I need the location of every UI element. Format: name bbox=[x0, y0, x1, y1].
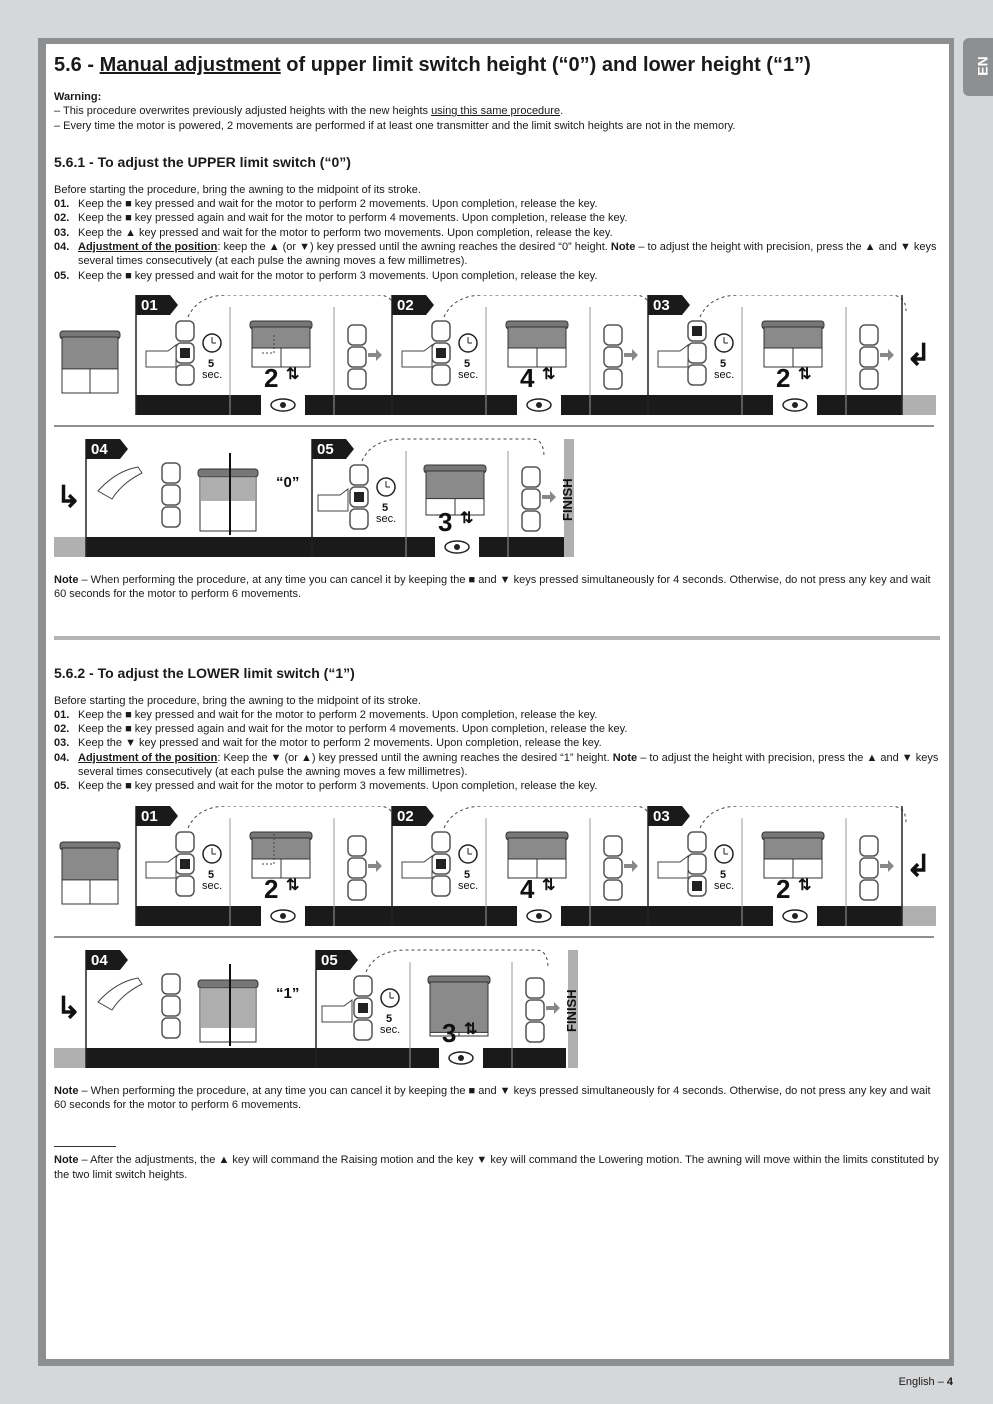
movement-arrows-icon: ⇅ bbox=[286, 365, 300, 383]
movement-count: 2 bbox=[264, 873, 279, 904]
movement-arrows-icon: ⇅ bbox=[286, 876, 300, 894]
dotted-arrow bbox=[444, 806, 650, 828]
diagram-lower bbox=[54, 806, 940, 1074]
movement-arrows-icon: ⇅ bbox=[798, 876, 812, 894]
eye-pupil bbox=[792, 402, 798, 408]
continue-arrow-icon: ↲ bbox=[906, 338, 932, 372]
step-text: Keep the ■ key pressed again and wait for the motor to perform 4 movements. Upon completion, release the key. bbox=[78, 212, 628, 225]
clock-icon bbox=[459, 334, 477, 352]
section-title-lower: 5.6.2 - To adjust the LOWER limit switch (“1”) bbox=[54, 664, 355, 681]
keypad-key bbox=[526, 978, 544, 998]
keypad-key bbox=[354, 976, 372, 996]
clock-icon bbox=[459, 845, 477, 863]
keypad-key bbox=[162, 463, 180, 483]
arrow-right-icon bbox=[624, 349, 638, 361]
footnote-divider bbox=[54, 1146, 116, 1147]
keypad-key bbox=[860, 880, 878, 900]
step-upper-05 bbox=[54, 269, 940, 283]
keypad-icon bbox=[432, 832, 450, 896]
step-label-05: 05 bbox=[317, 440, 334, 458]
step-label-01: 01 bbox=[141, 296, 158, 314]
arrow-right-icon bbox=[368, 349, 382, 361]
title-rest: of upper limit switch height (“0”) and lower height (“1”) bbox=[280, 54, 811, 76]
footnote-label: Note bbox=[54, 1154, 79, 1167]
warning-line-1-text: – This procedure overwrites previously adjusted heights with the new heights bbox=[54, 105, 432, 118]
step-text: Keep the ▼ key pressed and wait for the motor to perform 2 movements. Upon completion, release the key. bbox=[78, 737, 602, 750]
awning-fabric bbox=[426, 471, 484, 499]
procedure-diagram bbox=[54, 806, 940, 1074]
page-title bbox=[54, 51, 940, 79]
warning-line-2: – Every time the motor is powered, 2 movements are performed if at least one transmitter and the limit switch heights are not in the memory. bbox=[54, 119, 736, 132]
step-lower-01 bbox=[54, 708, 940, 722]
step4-note: Note bbox=[610, 241, 636, 254]
eye-pupil bbox=[536, 402, 542, 408]
seconds-unit: sec. bbox=[202, 368, 223, 381]
keypad-key bbox=[604, 347, 622, 367]
keypad-icon bbox=[354, 976, 372, 1040]
keypad-key bbox=[688, 854, 706, 874]
keypad-key bbox=[348, 836, 366, 856]
hand-icon bbox=[146, 856, 176, 878]
seconds-value: 5 bbox=[720, 868, 727, 881]
step4-bold: Adjustment of the position bbox=[78, 751, 218, 764]
step4-text-a: : Keep the ▼ (or ▲) key pressed until the awning reaches the desired “1” height. bbox=[217, 751, 613, 764]
keypad-key bbox=[162, 996, 180, 1016]
movement-count: 3 bbox=[438, 506, 453, 537]
row2-bar-start bbox=[54, 1048, 86, 1068]
movement-count: 2 bbox=[264, 362, 279, 393]
intro-lower: Before starting the procedure, bring the awning to the midpoint of its stroke. bbox=[54, 694, 421, 707]
keypad-key bbox=[348, 369, 366, 389]
pressed-key-icon bbox=[358, 1003, 368, 1013]
arrow-right-icon bbox=[368, 860, 382, 872]
step4-text-b: – to adjust the height with precision, press the ▲ and ▼ keys several times consecutively (at each pulse the awning moves a few millimetres). bbox=[78, 241, 937, 268]
keypad-key bbox=[604, 369, 622, 389]
step-lower-05 bbox=[54, 779, 940, 793]
step-text: Keep the ▲ key pressed and wait for the motor to perform two movements. Upon completion, release the key. bbox=[78, 226, 613, 239]
keypad-key bbox=[162, 974, 180, 994]
movement-count: 3 bbox=[442, 1017, 457, 1048]
arrow-right-icon bbox=[624, 860, 638, 872]
dotted-arrow bbox=[362, 439, 544, 461]
step4-text-b: – to adjust the height with precision, press the ▲ and ▼ keys several times consecutively (at each pulse the awning moves a few millimetres). bbox=[78, 751, 939, 779]
note-label: Note bbox=[54, 573, 79, 586]
seconds-value: 5 bbox=[464, 868, 471, 881]
keypad-key bbox=[526, 1000, 544, 1020]
keypad-key bbox=[604, 325, 622, 345]
awning-fabric bbox=[764, 838, 822, 859]
warning-underlined: using this same procedure bbox=[431, 105, 561, 118]
hand-icon bbox=[658, 345, 688, 367]
keypad-icon bbox=[350, 465, 368, 529]
movement-count: 4 bbox=[520, 362, 535, 393]
row2-bar-start bbox=[54, 537, 86, 557]
step-number: 04. bbox=[54, 751, 70, 764]
keypad-key bbox=[526, 1022, 544, 1042]
note-text: – When performing the procedure, at any time you can cancel it by keeping the ■ and ▼ keys pressed simultaneously for 4 seconds. Otherwise, do not press any key and wait 60 seconds for the motor to perform 6 movements. bbox=[54, 573, 931, 601]
keypad-key bbox=[162, 1018, 180, 1038]
keypad-key bbox=[162, 485, 180, 505]
step-number: 03. bbox=[54, 226, 70, 239]
movement-arrows-icon: ⇅ bbox=[798, 365, 812, 383]
step-text: Keep the ■ key pressed and wait for the motor to perform 3 movements. Upon completion, release the key. bbox=[78, 269, 598, 282]
awning-icon bbox=[424, 465, 486, 515]
movement-arrows-icon: ⇅ bbox=[464, 1020, 478, 1038]
keypad-key bbox=[604, 836, 622, 856]
keypad-key bbox=[176, 876, 194, 896]
content bbox=[54, 48, 940, 1182]
keypad-key bbox=[522, 489, 540, 509]
seconds-unit: sec. bbox=[376, 512, 397, 525]
keypad-key bbox=[604, 858, 622, 878]
eye-icon bbox=[517, 395, 561, 415]
arrow-right-icon bbox=[880, 349, 894, 361]
movement-count: 2 bbox=[776, 873, 791, 904]
keypad-key bbox=[688, 343, 706, 363]
step-label-03: 03 bbox=[653, 807, 670, 825]
keypad-key bbox=[176, 365, 194, 385]
step4-note: Note bbox=[612, 751, 638, 764]
keypad-key bbox=[348, 325, 366, 345]
finish-label: FINISH bbox=[560, 478, 575, 521]
note-label: Note bbox=[54, 1084, 79, 1097]
awning-fabric bbox=[62, 848, 118, 880]
footer-language: English – bbox=[898, 1376, 947, 1388]
title-prefix: 5.6 - bbox=[54, 54, 100, 76]
keypad-icon bbox=[688, 832, 706, 896]
keypad-key bbox=[162, 507, 180, 527]
keypad-key bbox=[432, 876, 450, 896]
height-label: “0” bbox=[276, 473, 300, 491]
awning-fabric bbox=[252, 327, 310, 348]
movement-count: 4 bbox=[520, 873, 535, 904]
seconds-unit: sec. bbox=[714, 368, 735, 381]
seconds-value: 5 bbox=[464, 357, 471, 370]
continue-arrow-icon: ↲ bbox=[906, 849, 932, 883]
keypad-key bbox=[350, 465, 368, 485]
arrow-right-icon bbox=[546, 1002, 560, 1014]
step-text: Keep the ■ key pressed and wait for the motor to perform 2 movements. Upon completion, release the key. bbox=[78, 198, 598, 211]
awning-fabric bbox=[62, 337, 118, 369]
seconds-unit: sec. bbox=[380, 1023, 401, 1036]
eye-icon bbox=[435, 537, 479, 557]
keypad-key bbox=[860, 347, 878, 367]
step-lower-03 bbox=[54, 736, 940, 750]
keypad-key bbox=[522, 467, 540, 487]
eye-pupil bbox=[280, 913, 286, 919]
step-lower-02 bbox=[54, 722, 940, 736]
language-tab-label: EN bbox=[974, 56, 991, 76]
roller bbox=[198, 980, 258, 988]
keypad-key bbox=[860, 836, 878, 856]
steps-upper bbox=[54, 183, 940, 283]
awning-icon bbox=[250, 832, 312, 878]
warning-heading: Warning: bbox=[54, 91, 102, 103]
step4-bold: Adjustment of the position bbox=[78, 241, 218, 254]
step-number: 01. bbox=[54, 198, 70, 211]
steps-lower bbox=[54, 694, 940, 794]
keypad-key bbox=[860, 369, 878, 389]
keypad-icon bbox=[432, 321, 450, 385]
eye-icon bbox=[773, 906, 817, 926]
note-upper bbox=[54, 573, 940, 602]
pressed-key-icon bbox=[436, 859, 446, 869]
keypad-result-icon bbox=[604, 836, 622, 900]
awning-fabric bbox=[200, 477, 256, 501]
step-number: 03. bbox=[54, 737, 70, 750]
keypad-key bbox=[348, 347, 366, 367]
row1-bar-end bbox=[902, 395, 936, 415]
seconds-value: 5 bbox=[382, 501, 389, 514]
keypad-key bbox=[348, 880, 366, 900]
keypad-key bbox=[688, 832, 706, 852]
start-awning-icon bbox=[60, 331, 120, 393]
hand-icon bbox=[402, 856, 432, 878]
movement-arrows-icon: ⇅ bbox=[542, 876, 556, 894]
footnote-text: – After the adjustments, the ▲ key will command the Raising motion and the key ▼ key will command the Lowering motion. The awning will move within the limits constituted by the two limit switch heights. bbox=[54, 1154, 939, 1181]
step-number: 05. bbox=[54, 780, 70, 793]
eye-icon bbox=[439, 1048, 483, 1068]
arrow-right-icon bbox=[880, 860, 894, 872]
step-label-04: 04 bbox=[91, 440, 108, 458]
step-label-05: 05 bbox=[321, 951, 338, 969]
step-upper-02 bbox=[54, 211, 940, 225]
hand-icon bbox=[98, 978, 142, 1010]
awning-icon bbox=[250, 321, 312, 367]
step4-text-a: : keep the ▲ (or ▼) key pressed until the awning reaches the desired “0” height. bbox=[217, 241, 611, 254]
hand-icon bbox=[402, 345, 432, 367]
hand-icon bbox=[318, 489, 348, 511]
continue-arrow-icon: ↳ bbox=[56, 480, 82, 514]
seconds-unit: sec. bbox=[202, 879, 223, 892]
procedure-diagram bbox=[54, 295, 940, 563]
keypad-key bbox=[432, 321, 450, 341]
pressed-key-icon bbox=[354, 492, 364, 502]
step-number: 05. bbox=[54, 269, 70, 282]
awning-icon bbox=[506, 321, 568, 367]
row2-bar bbox=[54, 1048, 566, 1068]
intro-upper: Before starting the procedure, bring the awning to the midpoint of its stroke. bbox=[54, 183, 421, 196]
section-divider bbox=[54, 636, 940, 640]
seconds-unit: sec. bbox=[458, 368, 479, 381]
keypad-key bbox=[350, 509, 368, 529]
movement-arrows-icon: ⇅ bbox=[542, 365, 556, 383]
awning-fabric bbox=[430, 982, 488, 1032]
seconds-value: 5 bbox=[208, 357, 215, 370]
keypad-result-icon bbox=[522, 467, 540, 531]
keypad-key bbox=[354, 1020, 372, 1040]
keypad-result-icon bbox=[604, 325, 622, 389]
step-label-04: 04 bbox=[91, 951, 108, 969]
hand-icon bbox=[98, 467, 142, 499]
eye-icon bbox=[261, 395, 305, 415]
eye-pupil bbox=[536, 913, 542, 919]
arrow-right-icon bbox=[542, 491, 556, 503]
awning-fabric bbox=[508, 838, 566, 859]
roller bbox=[198, 469, 258, 477]
row2-bar bbox=[54, 537, 566, 557]
warning-line-1: – This procedure overwrites previously adjusted heights with the new heights using this same procedure. bbox=[54, 105, 564, 118]
dotted-arrow bbox=[700, 806, 906, 828]
pressed-key-icon bbox=[692, 881, 702, 891]
clock-icon bbox=[715, 334, 733, 352]
eye-pupil bbox=[792, 913, 798, 919]
eye-icon bbox=[773, 395, 817, 415]
seconds-value: 5 bbox=[720, 357, 727, 370]
keypad-key bbox=[688, 365, 706, 385]
keypad-icon bbox=[688, 321, 706, 385]
row1-bar-end bbox=[902, 906, 936, 926]
clock-icon bbox=[715, 845, 733, 863]
dotted-arrow bbox=[700, 295, 906, 317]
keypad-icon bbox=[162, 463, 180, 527]
clock-icon bbox=[381, 989, 399, 1007]
eye-pupil bbox=[454, 544, 460, 550]
pressed-key-icon bbox=[692, 326, 702, 336]
step-upper-04 bbox=[54, 240, 940, 269]
movement-arrows-icon: ⇅ bbox=[460, 509, 474, 527]
keypad-key bbox=[176, 321, 194, 341]
keypad-result-icon bbox=[348, 836, 366, 900]
warning-label: Warning bbox=[54, 91, 98, 103]
dotted-arrow bbox=[366, 950, 548, 972]
eye-icon bbox=[517, 906, 561, 926]
pressed-key-icon bbox=[436, 348, 446, 358]
awning-icon bbox=[506, 832, 568, 878]
awning-icon bbox=[428, 976, 490, 1036]
step-text: Keep the ■ key pressed and wait for the motor to perform 2 movements. Upon completion, release the key. bbox=[78, 708, 598, 721]
clock-icon bbox=[203, 334, 221, 352]
eye-pupil bbox=[458, 1055, 464, 1061]
step-text: Keep the ■ key pressed again and wait for the motor to perform 4 movements. Upon completion, release the key. bbox=[78, 723, 628, 736]
step-label-02: 02 bbox=[397, 807, 414, 825]
movement-count: 2 bbox=[776, 362, 791, 393]
keypad-key bbox=[348, 858, 366, 878]
keypad-icon bbox=[176, 832, 194, 896]
section-title-upper: 5.6.1 - To adjust the UPPER limit switch (“0”) bbox=[54, 153, 351, 170]
start-awning-icon bbox=[60, 842, 120, 904]
keypad-result-icon bbox=[860, 836, 878, 900]
keypad-key bbox=[860, 858, 878, 878]
step-text bbox=[78, 751, 940, 780]
language-tab[interactable] bbox=[963, 38, 993, 96]
hand-icon bbox=[322, 1000, 352, 1022]
page-number: 4 bbox=[946, 1376, 953, 1388]
step-upper-01 bbox=[54, 197, 940, 211]
dotted-arrow bbox=[444, 295, 650, 317]
awning-icon bbox=[762, 832, 824, 878]
step-upper-03 bbox=[54, 226, 940, 240]
hand-icon bbox=[146, 345, 176, 367]
note-lower bbox=[54, 1084, 940, 1113]
keypad-result-icon bbox=[526, 978, 544, 1042]
awning-fabric bbox=[508, 327, 566, 348]
dotted-arrow bbox=[188, 806, 394, 828]
continue-arrow-icon: ↳ bbox=[56, 991, 82, 1025]
note-text: – When performing the procedure, at any time you can cancel it by keeping the ■ and ▼ keys pressed simultaneously for 4 seconds. Otherwise, do not press any key and wait 60 seconds for the motor to perform 6 movements. bbox=[54, 1084, 931, 1111]
keypad-icon bbox=[162, 974, 180, 1038]
keypad-result-icon bbox=[860, 325, 878, 389]
page-footer bbox=[899, 1376, 953, 1388]
diagram-upper bbox=[54, 295, 940, 563]
awning-fabric bbox=[252, 838, 310, 859]
finish-label: FINISH bbox=[564, 989, 579, 1032]
step-text bbox=[78, 240, 940, 269]
seconds-value: 5 bbox=[208, 868, 215, 881]
dotted-arrow bbox=[188, 295, 394, 317]
height-label: “1” bbox=[276, 984, 300, 1002]
step-number: 04. bbox=[54, 241, 70, 254]
eye-pupil bbox=[280, 402, 286, 408]
keypad-key bbox=[432, 365, 450, 385]
keypad-key bbox=[522, 511, 540, 531]
seconds-unit: sec. bbox=[458, 879, 479, 892]
step-number: 02. bbox=[54, 723, 70, 736]
clock-icon bbox=[203, 845, 221, 863]
seconds-value: 5 bbox=[386, 1012, 393, 1025]
step-label-03: 03 bbox=[653, 296, 670, 314]
keypad-result-icon bbox=[348, 325, 366, 389]
hand-icon bbox=[658, 856, 688, 878]
awning-fabric bbox=[200, 988, 256, 1028]
keypad-icon bbox=[176, 321, 194, 385]
keypad-key bbox=[432, 832, 450, 852]
step-lower-04 bbox=[54, 751, 940, 780]
title-underlined: Manual adjustment bbox=[99, 54, 281, 76]
awning-fabric bbox=[764, 327, 822, 348]
seconds-unit: sec. bbox=[714, 879, 735, 892]
step-number: 01. bbox=[54, 708, 70, 721]
pressed-key-icon bbox=[180, 348, 190, 358]
keypad-key bbox=[604, 880, 622, 900]
step-label-01: 01 bbox=[141, 807, 158, 825]
clock-icon bbox=[377, 478, 395, 496]
step-text: Keep the ■ key pressed and wait for the motor to perform 3 movements. Upon completion, release the key. bbox=[78, 780, 598, 793]
awning-icon bbox=[762, 321, 824, 367]
pressed-key-icon bbox=[180, 859, 190, 869]
step-label-02: 02 bbox=[397, 296, 414, 314]
step-number: 02. bbox=[54, 212, 70, 225]
keypad-key bbox=[176, 832, 194, 852]
keypad-key bbox=[860, 325, 878, 345]
footnote bbox=[54, 1153, 940, 1182]
eye-icon bbox=[261, 906, 305, 926]
